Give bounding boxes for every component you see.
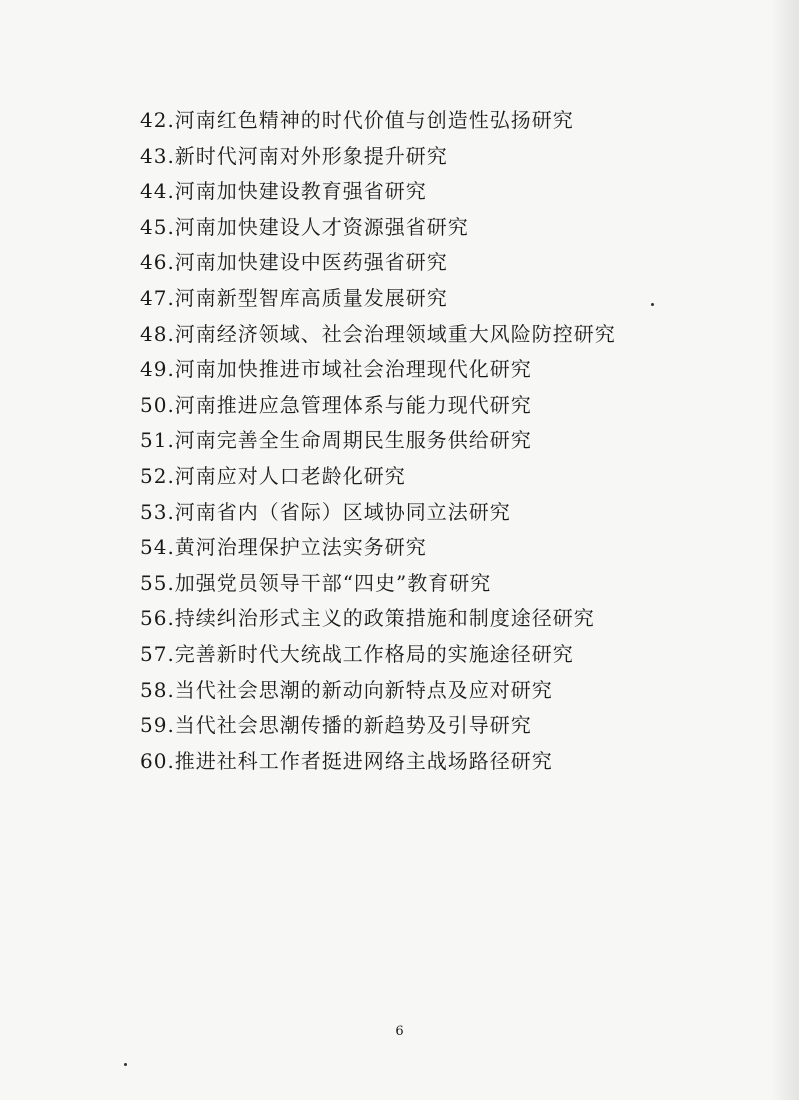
list-item: 51.河南完善全生命周期民生服务供给研究 <box>140 428 532 453</box>
list-item: 55.加强党员领导干部“四史”教育研究 <box>140 570 492 595</box>
list-item: 49.河南加快推进市域社会治理现代化研究 <box>140 357 532 382</box>
list-item: 44.河南加快建设教育强省研究 <box>140 179 427 204</box>
list-item: 57.完善新时代大统战工作格局的实施途径研究 <box>140 641 574 666</box>
list-item: 43.新时代河南对外形象提升研究 <box>140 143 448 168</box>
list-item: 47.河南新型智库高质量发展研究 <box>140 285 448 310</box>
list-item: 56.持续纠治形式主义的政策措施和制度途径研究 <box>140 606 595 631</box>
page-edge-shadow <box>771 0 799 1100</box>
list-item: 54.黄河治理保护立法实务研究 <box>140 535 427 560</box>
list-item: 48.河南经济领域、社会治理领域重大风险防控研究 <box>140 321 616 346</box>
list-item: 52.河南应对人口老龄化研究 <box>140 463 406 488</box>
list-item: 60.推进社科工作者挺进网络主战场路径研究 <box>140 748 553 773</box>
list-item: 42.河南红色精神的时代价值与创造性弘扬研究 <box>140 108 574 132</box>
scan-speck <box>124 1063 127 1066</box>
list-item: 50.河南推进应急管理体系与能力现代研究 <box>140 392 532 417</box>
page-number: 6 <box>395 1024 404 1039</box>
scan-speck <box>651 303 654 306</box>
list-item: 58.当代社会思潮的新动向新特点及应对研究 <box>140 677 553 702</box>
list-item: 59.当代社会思潮传播的新趋势及引导研究 <box>140 713 532 738</box>
list-item: 53.河南省内（省际）区域协同立法研究 <box>140 499 511 524</box>
research-topic-list <box>140 103 616 779</box>
list-item: 46.河南加快建设中医药强省研究 <box>140 250 448 275</box>
list-item: 45.河南加快建设人才资源强省研究 <box>140 214 469 239</box>
